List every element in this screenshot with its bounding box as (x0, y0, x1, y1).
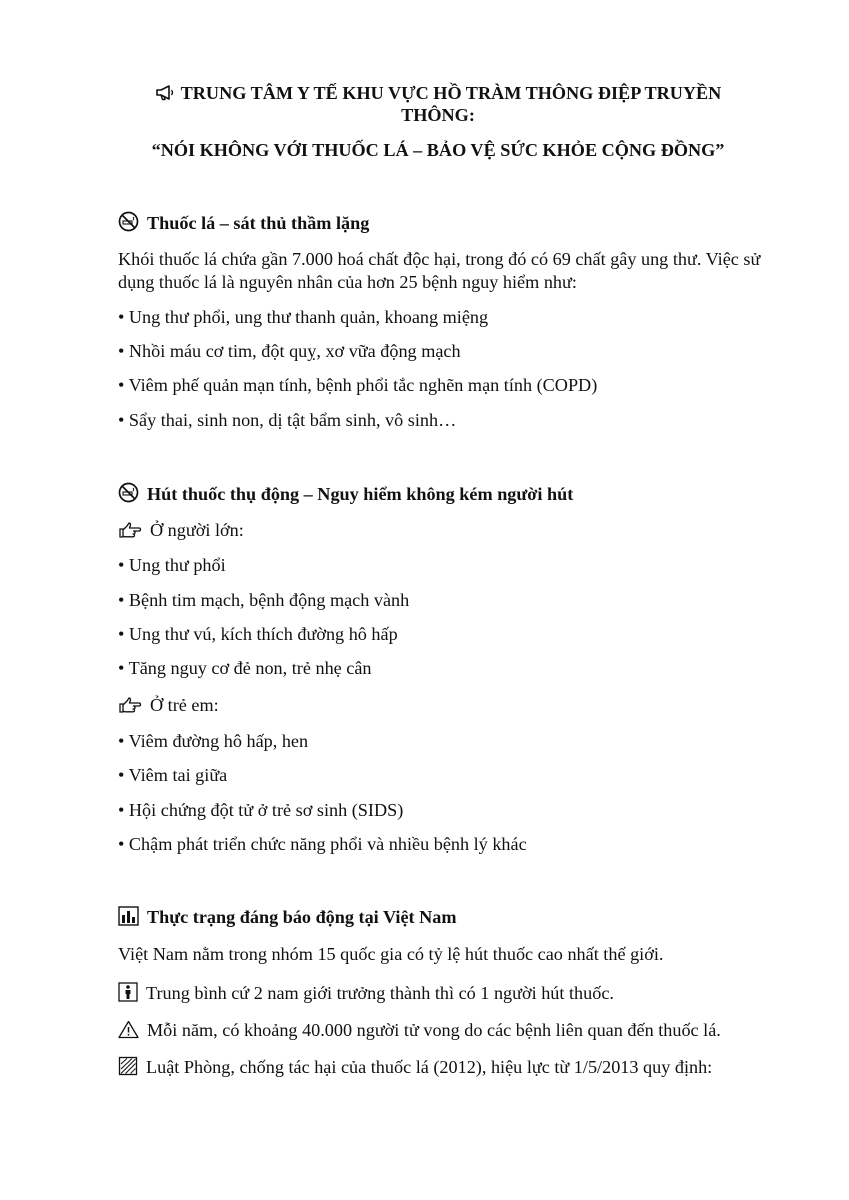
list-item: • Sẩy thai, sinh non, dị tật bẩm sinh, vô sinh… (118, 410, 457, 430)
section3-intro: Việt Nam nằm trong nhóm 15 quốc gia có tỷ lệ hút thuốc cao nhất thế giới. (118, 944, 664, 964)
section-heading-vietnam (118, 906, 457, 928)
title-line-2: “NÓI KHÔNG VỚI THUỐC LÁ – BẢO VỆ SỨC KHỎE CỘNG ĐỒNG” (151, 140, 725, 160)
list-item: • Chậm phát triển chức năng phổi và nhiều bệnh lý khác (118, 834, 527, 854)
section-heading-passive-text: Hút thuốc thụ động – Nguy hiểm không kém người hút (147, 484, 574, 504)
fact-men (118, 982, 614, 1004)
list-item: • Ung thư phổi, ung thư thanh quản, khoang miệng (118, 307, 489, 327)
list-item: • Ung thư vú, kích thích đường hô hấp (118, 624, 398, 644)
list-item: • Tăng nguy cơ đẻ non, trẻ nhẹ cân (118, 658, 372, 678)
megaphone-icon (155, 84, 177, 101)
man-icon (118, 982, 138, 1002)
section-heading-toxic-text: Thuốc lá – sát thủ thầm lặng (147, 213, 370, 233)
adults-label (118, 519, 244, 541)
children-label-text: Ở trẻ em: (150, 695, 219, 715)
section-heading-toxic (118, 211, 369, 234)
fact-deaths-text: Mỗi năm, có khoảng 40.000 người tử vong do các bệnh liên quan đến thuốc lá. (147, 1020, 721, 1040)
no-smoking-icon (118, 482, 139, 503)
section1-intro: Khói thuốc lá chứa gần 7.000 hoá chất độc hại, trong đó có 69 chất gây ung thư. Việc sử dụng thuốc lá là nguyên nhân của hơn 25 bệnh nguy hiểm như: (118, 249, 761, 292)
section-heading-vietnam-text: Thực trạng đáng báo động tại Việt Nam (147, 907, 457, 927)
title-line-1 (118, 82, 758, 126)
fact-law-text: Luật Phòng, chống tác hại của thuốc lá (2012), hiệu lực từ 1/5/2013 quy định: (146, 1057, 713, 1077)
list-item: • Bệnh tim mạch, bệnh động mạch vành (118, 590, 410, 610)
adults-label-text: Ở người lớn: (150, 520, 244, 540)
pointing-hand-icon (118, 521, 142, 539)
list-item: • Viêm tai giữa (118, 765, 228, 785)
no-smoking-icon (118, 211, 139, 232)
fact-men-text: Trung bình cứ 2 nam giới trưởng thành thì có 1 người hút thuốc. (146, 983, 614, 1003)
fact-deaths (118, 1019, 721, 1041)
list-item: • Hội chứng đột tử ở trẻ sơ sinh (SIDS) (118, 800, 404, 820)
children-label (118, 694, 219, 716)
pointing-hand-icon (118, 696, 142, 714)
fact-law (118, 1056, 712, 1078)
document-icon (118, 1056, 138, 1076)
list-item: • Nhồi máu cơ tim, đột quỵ, xơ vữa động mạch (118, 341, 461, 361)
list-item: • Viêm đường hô hấp, hen (118, 731, 309, 751)
list-item: • Ung thư phổi (118, 555, 226, 575)
title-text-1: TRUNG TÂM Y TẾ KHU VỰC HỒ TRÀM THÔNG ĐIỆP TRUYỀN THÔNG: (180, 83, 722, 125)
list-item: • Viêm phế quản mạn tính, bệnh phổi tắc nghẽn mạn tính (COPD) (118, 375, 598, 395)
page-title (118, 82, 758, 161)
section-heading-passive (118, 482, 573, 505)
warning-icon (118, 1020, 139, 1039)
bar-chart-icon (118, 906, 139, 926)
